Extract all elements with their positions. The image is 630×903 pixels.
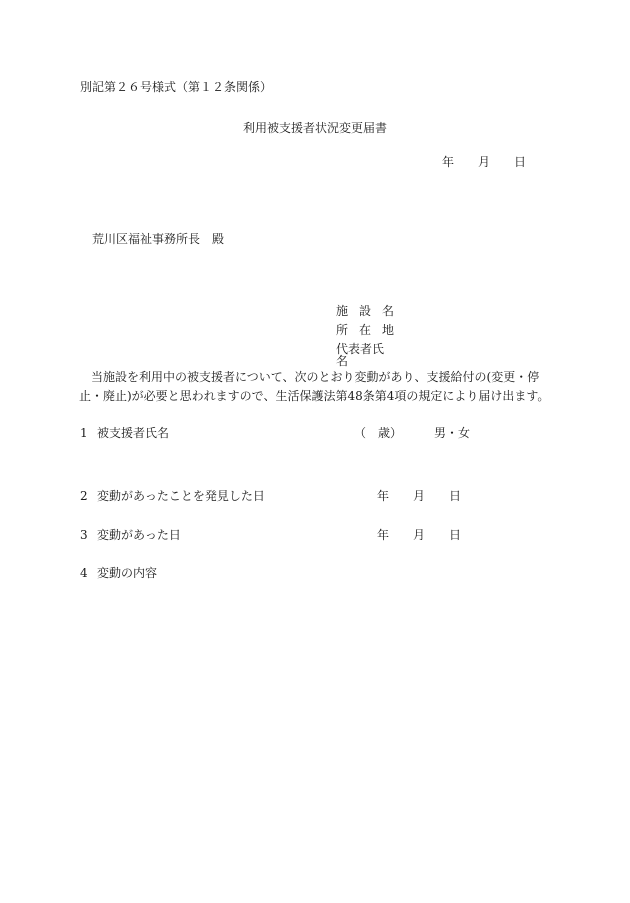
item-number: 4 [80, 566, 88, 580]
document-title: 利用被支援者状況変更届書 [242, 121, 387, 135]
facility-representative-text: 代表者氏名 [336, 342, 385, 368]
item-label-change-date: 変動があった日 [97, 528, 181, 542]
facility-name-label [336, 305, 394, 317]
submission-date-field: 年 月 日 [442, 155, 527, 169]
facility-representative-label [336, 343, 394, 367]
facility-address-char: 在 [358, 323, 371, 337]
item-label-recipient-name: 被支援者氏名 [97, 426, 170, 440]
facility-address-char: 地 [381, 323, 394, 337]
item-number: 1 [80, 426, 88, 440]
facility-name-char: 施 [336, 304, 349, 318]
item-label-discovery-date: 変動があったことを発見した日 [97, 489, 265, 503]
facility-address-char: 所 [336, 323, 349, 337]
item-label-change-content: 変動の内容 [97, 566, 158, 580]
facility-name-char: 設 [358, 304, 371, 318]
form-identifier: 別記第２６号様式（第１２条関係） [80, 80, 273, 94]
facility-address-label [336, 324, 394, 336]
item-number: 2 [80, 489, 88, 503]
age-field: （ 歳） [354, 426, 403, 440]
discovery-date-field: 年 月 日 [377, 489, 462, 503]
facility-name-char: 名 [381, 304, 394, 318]
addressee: 荒川区福祉事務所長 殿 [92, 232, 225, 246]
sex-field: 男・女 [434, 426, 471, 440]
body-text-line-2: 止・廃止)が必要と思われますので、生活保護法第48条第4項の規定により届け出ます。 [79, 389, 550, 403]
body-text-line-1: 当施設を利用中の被支援者について、次のとおり変動があり、支援給付の(変更・停 [91, 370, 540, 384]
change-date-field: 年 月 日 [377, 528, 462, 542]
item-number: 3 [80, 528, 88, 542]
